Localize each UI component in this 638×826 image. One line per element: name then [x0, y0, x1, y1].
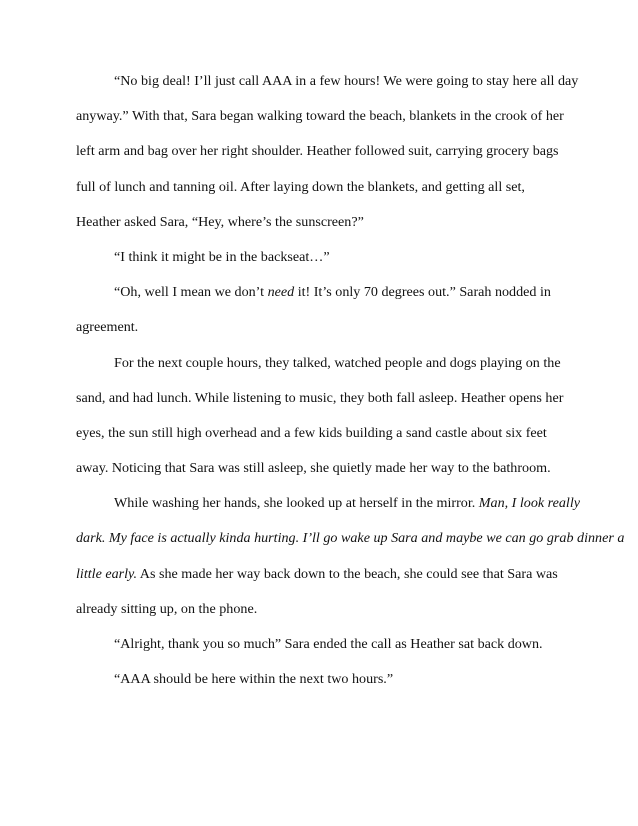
text-line — [76, 451, 564, 486]
italic-thought: little early. — [76, 565, 138, 582]
text-line — [76, 99, 564, 134]
text-segment: As she made her way back down to the beach, she could see that Sara was — [137, 565, 558, 582]
text-line — [76, 64, 579, 99]
text-segment: away. Noticing that Sara was still asleep, she quietly made her way to the bathroom. — [76, 460, 551, 477]
text-line — [76, 381, 564, 416]
text-segment: already sitting up, on the phone. — [76, 600, 258, 617]
text-segment: While washing her hands, she looked up at herself in the mirror. — [114, 495, 479, 512]
text-segment: “AAA should be here within the next two hours.” — [114, 671, 394, 688]
text-segment: it! It’s only 70 degrees out.” Sarah nodded in — [294, 284, 551, 301]
text-segment: anyway.” With that, Sara began walking toward the beach, blankets in the crook of her — [76, 108, 564, 125]
text-segment: full of lunch and tanning oil. After laying down the blankets, and getting all set, — [76, 178, 525, 195]
text-line — [76, 170, 564, 205]
text-line — [76, 627, 564, 662]
text-segment: “I think it might be in the backseat…” — [114, 248, 330, 265]
text-segment: “Alright, thank you so much” Sara ended the call as Heather sat back down. — [114, 636, 543, 652]
text-line — [76, 662, 564, 697]
text-segment: left arm and bag over her right shoulder. Heather followed suit, carrying grocery bags — [76, 143, 559, 160]
text-line — [76, 134, 564, 169]
text-line — [76, 486, 581, 521]
story-text — [76, 64, 625, 697]
text-line — [76, 205, 564, 240]
text-line — [76, 310, 564, 345]
text-segment: Heather asked Sara, “Hey, where’s the sunscreen?” — [76, 213, 364, 230]
italic-thought: dark. My face is actually kinda hurting. I’ll go wake up Sara and maybe we can go grab dinner a — [76, 530, 625, 547]
text-line — [76, 521, 625, 556]
italic-thought: Man, I look really — [478, 495, 581, 512]
text-segment: For the next couple hours, they talked, watched people and dogs playing on the — [114, 354, 561, 371]
text-segment: sand, and had lunch. While listening to music, they both fall asleep. Heather opens her — [76, 389, 564, 406]
text-line — [76, 275, 564, 310]
text-segment: “No big deal! I’ll just call AAA in a few hours! We were going to stay here all day — [114, 73, 579, 89]
italic-emphasis: need — [267, 284, 295, 301]
text-segment: eyes, the sun still high overhead and a few kids building a sand castle about six feet — [76, 424, 547, 441]
text-segment: “Oh, well I mean we don’t — [114, 284, 268, 301]
text-line — [76, 240, 564, 275]
text-line — [76, 346, 564, 381]
text-segment: agreement. — [76, 319, 139, 336]
text-line — [76, 557, 564, 592]
text-line — [76, 416, 564, 451]
text-line — [76, 592, 564, 627]
